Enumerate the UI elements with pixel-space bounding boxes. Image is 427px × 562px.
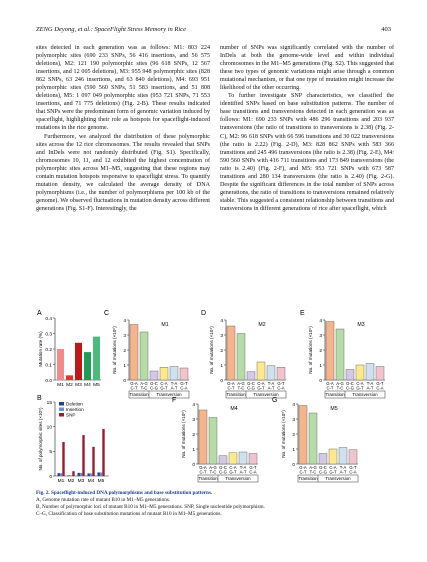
y-tick-label: 4 [220, 318, 223, 324]
x-tick-label: G-T [160, 385, 168, 391]
y-tick-label: 0 [220, 378, 223, 384]
x-tick-label: C-A [160, 381, 168, 386]
y-tick-label: 1 [192, 447, 195, 453]
bar [170, 367, 178, 381]
bar [180, 368, 188, 380]
panel-title: M3 [357, 322, 365, 328]
legend-swatch [59, 402, 64, 406]
bar [267, 366, 275, 380]
y-tick-label: 4 [192, 402, 195, 408]
bar [249, 454, 257, 465]
bar [339, 448, 347, 465]
bar [130, 325, 138, 381]
x-tick-label: C-A [277, 385, 285, 391]
x-tick-label: T-A [170, 381, 178, 386]
x-tick-label: C-A [257, 381, 265, 386]
bar [326, 322, 334, 381]
y-tick-label: 0 [49, 474, 52, 480]
paragraph: number of SNPs was significantly correlated with the number of InDels at both the genome-wide level and within individual chromosomes in the M1–M5 generations (Fig. S2). This suggested that these two types of genomic variations might arise through a common mutational mechanism, or that one type of mutation might increase the likelihood of the other occurring. [220, 45, 394, 92]
group-label: Transversion [352, 392, 378, 397]
x-tick-label: G-T [356, 385, 364, 391]
y-tick-label: 0 [292, 462, 295, 468]
bar [329, 449, 337, 464]
group-label: Transversion [253, 392, 279, 397]
y-tick-label: 3 [220, 333, 223, 339]
y-tick-label: 0.4 [45, 316, 52, 322]
paragraph: To further investigate SNP characteristics, we classified the identified SNPs based on base substitution patterns. The number of base transitions and transversions detected in each generation was as follows: M1: 690 233 SNPs with 486 296 transitions and 203 937 transversions (the ratio of transitions to transversions is 2.38) (Fig. 2-C), M2: 96 618 SNPs with 66 596 transitions and 30 022 transversions (the ratio is 2.22) (Fig. 2-D), M3: 828 862 SNPs with 583 366 transitions and 245 496 transversions (the ratio is 2.38) (Fig. 2-E), M4: 590 560 SNPs with 416 711 transitions and 173 849 transversions (the ratio is 2.40) (Fig. 2-F), and M5: 953 721 SNPs with 673 587 transitions and 280 134 transversions (the ratio is 2.40) (Fig. 2-G). Despite the significant differences in the total number of SNPs across generations, the ratio of transitions to transversions remained relatively stable. This suggested a consistent relationship between transitions and transversions in different generations of rice after spaceflight, which [220, 93, 394, 212]
bar [199, 410, 207, 464]
x-tick-label: T-A [267, 381, 275, 386]
group-label: Transversion [325, 476, 351, 481]
bar [160, 367, 168, 380]
x-tick-label: G-C [319, 465, 327, 470]
y-tick-label: 1 [123, 363, 126, 369]
panel-title: M2 [258, 322, 266, 328]
bar [98, 472, 100, 476]
x-tick-label: G-C [150, 381, 158, 386]
bar [58, 473, 60, 476]
x-tick-label: C-G [319, 469, 327, 475]
bar [102, 429, 104, 476]
x-tick-label: C-A [249, 469, 257, 475]
y-tick-label: 5 [49, 450, 52, 456]
x-tick-label: M3 [75, 383, 82, 388]
x-tick-label: M5 [97, 479, 105, 484]
x-tick-label: C-G [247, 385, 255, 391]
x-tick-label: A-T [339, 469, 347, 475]
x-tick-label: G-C [346, 381, 354, 386]
bar [75, 343, 82, 380]
y-axis-label: No. of mutations (×10⁵) [281, 410, 286, 458]
x-tick-label: G-A [130, 381, 138, 386]
x-tick-label: C-A [229, 465, 237, 470]
group-label: Transversion [156, 392, 182, 397]
bar [319, 454, 327, 465]
x-tick-label: C-T [199, 469, 207, 475]
x-tick-label: C-A [180, 385, 188, 391]
x-tick-label: C-A [356, 381, 364, 386]
x-tick-label: G-A [227, 381, 235, 386]
y-tick-label: 4 [292, 402, 295, 408]
x-tick-label: G-T [257, 385, 265, 391]
x-tick-label: C-G [219, 469, 227, 475]
x-tick-label: T-A [339, 465, 347, 470]
legend-swatch [59, 413, 64, 417]
x-tick-label: C-A [376, 385, 384, 391]
y-tick-label: 3 [192, 417, 195, 423]
caption-line: C–G, Classification of base substitution mutations of mutant B10 in M1–M5 generations. [36, 511, 222, 517]
x-tick-label: A-T [267, 385, 275, 391]
legend-label: SNP [66, 412, 76, 418]
bar [247, 372, 255, 380]
y-axis-label: Mutation rate (%) [38, 331, 43, 367]
bar [90, 473, 92, 476]
bar [309, 413, 317, 464]
paragraph: Furthermore, we analyzed the distribution of these polymorphic sites across the 12 rice chromosomes. The results revealed that SNPs and InDels were not randomly distributed (Fig. S1). Specifically, chromosomes 10, 11, and 12 exhibited the highest concentration of polymorphic sites across M1–M5, suggesting that these regions may contain mutation hotspots responsive to spaceflight stress. To quantify mutation density, we calculated the average density of DNA polymorphisms (i.e., the number of polymorphisms per 100 kb of the genome). We observed fluctuations in mutation density across different generations (Fig. S1-F). Interestingly, the [36, 133, 210, 212]
x-tick-label: C-A [349, 469, 357, 475]
y-tick-label: 1 [319, 363, 322, 369]
y-tick-label: 0 [192, 462, 195, 468]
panel-label: E [300, 310, 305, 317]
bar [376, 367, 384, 381]
y-tick-label: 3 [123, 333, 126, 339]
x-tick-label: A-G [336, 381, 344, 386]
x-tick-label: G-T [329, 469, 337, 475]
bar [68, 475, 70, 476]
y-tick-label: 2 [220, 348, 223, 354]
group-label: Transversion [225, 476, 251, 481]
bar [82, 435, 84, 476]
y-axis-label: No. of mutations (×10⁵) [181, 410, 186, 458]
panel-label: A [37, 310, 42, 317]
bar [72, 471, 74, 476]
y-axis-label: No. of mutations (×10⁵) [308, 326, 313, 374]
bar [257, 362, 265, 380]
paragraph: sites detected in each generation was as follows: M1: 803 224 polymorphic sites (690 233 SNPs, 56 416 insertions, and 56 575 deletions), M2: 121 190 polymorphic sites (96 618 SNPs, 12 567 insertions, and 12 005 deletions), M3: 955 948 polymorphic sites (828 862 SNPs, 63 246 insertions, and 63 840 deletions), M4: 693 951 polymorphic sites (590 560 SNPs, 51 583 insertions, and 51 808 deletions), M5: 1 097 049 polymorphic sites (953 721 SNPs, 71 553 insertions, and 71 775 deletions) (Fig. 2-B). These results indicated that SNPs were the predominant form of genomic variation induced by spaceflight, highlighting their role as hotspots for spaceflight-induced mutations in the rice genome. [36, 45, 210, 132]
y-tick-label: 2 [192, 432, 195, 438]
bar [93, 337, 100, 380]
group-label: Transition [298, 476, 318, 481]
bar [227, 326, 235, 380]
bar [140, 332, 148, 380]
y-tick-label: 2 [292, 432, 295, 438]
bar [349, 450, 357, 464]
bar [277, 367, 285, 380]
x-tick-label: T-A [239, 465, 247, 470]
x-tick-label: M2 [66, 383, 73, 388]
bar [80, 473, 82, 476]
x-tick-label: G-T [376, 381, 384, 386]
bar [229, 453, 237, 464]
legend-label: Deletion [66, 401, 83, 407]
y-tick-label: 1 [220, 363, 223, 369]
x-tick-label: A-G [209, 465, 217, 470]
group-label: Transition [198, 476, 218, 481]
x-tick-label: M4 [87, 479, 95, 484]
x-tick-label: M3 [77, 479, 85, 484]
x-tick-label: G-T [349, 465, 357, 470]
x-tick-label: A-G [237, 381, 245, 386]
panel-title: M1 [161, 322, 169, 328]
running-header: ZENG Deyong, et al.: SpaceFlight Stress Memory in Rice [36, 26, 186, 33]
caption-line: A, Genome mutation rate of mutant B10 in M1–M5 generations. [36, 497, 171, 503]
y-tick-label: 0.1 [45, 363, 52, 369]
y-axis-label: No. of polymorphic sites (×10⁵) [38, 407, 43, 471]
x-tick-label: G-A [326, 381, 334, 386]
page-number: 403 [381, 26, 391, 33]
x-tick-label: T-C [209, 469, 217, 475]
bar [366, 364, 374, 381]
panel-label: G [272, 397, 278, 404]
x-tick-label: T-C [237, 385, 245, 391]
x-tick-label: G-T [249, 465, 257, 470]
bar [299, 406, 307, 465]
y-tick-label: 15 [46, 400, 52, 406]
bar [78, 473, 80, 476]
y-tick-label: 10 [46, 425, 52, 431]
bar [336, 329, 344, 380]
bar [209, 418, 217, 465]
bar [57, 349, 64, 380]
x-tick-label: M5 [93, 383, 100, 388]
x-tick-label: C-T [130, 385, 138, 391]
bar [346, 370, 354, 381]
y-tick-label: 0.0 [45, 378, 52, 384]
x-tick-label: M4 [84, 383, 91, 388]
y-axis-label: No. of mutations (×10⁵) [112, 326, 117, 374]
y-tick-label: 2 [123, 348, 126, 354]
y-axis-label: No. of mutations (×10⁴) [209, 326, 214, 374]
x-tick-label: T-C [336, 385, 344, 391]
y-tick-label: 4 [123, 318, 126, 324]
y-tick-label: 2 [319, 348, 322, 354]
caption-title: Fig. 2. Spaceflight-induced DNA polymorphisms and base substitution patterns. [36, 490, 213, 496]
x-tick-label: C-T [326, 385, 334, 391]
bar [88, 473, 90, 476]
bar [239, 452, 247, 464]
figure-caption [36, 490, 396, 518]
y-tick-label: 0.3 [45, 332, 52, 338]
x-tick-label: G-A [299, 465, 307, 470]
bar [84, 352, 91, 380]
x-tick-label: G-C [219, 465, 227, 470]
legend-swatch [59, 408, 64, 412]
x-tick-label: M1 [57, 479, 65, 484]
bar [66, 375, 73, 380]
x-tick-label: G-C [247, 381, 255, 386]
x-tick-label: M2 [67, 479, 75, 484]
x-tick-label: A-T [170, 385, 178, 391]
bar [237, 334, 245, 381]
bar [62, 442, 64, 476]
bar [219, 456, 227, 464]
x-tick-label: A-G [140, 381, 148, 386]
x-tick-label: T-C [309, 469, 317, 475]
y-tick-label: 0.2 [45, 347, 52, 353]
panel-label: B [37, 395, 42, 402]
panel-label: C [104, 310, 110, 317]
x-tick-label: T-C [140, 385, 148, 391]
y-tick-label: 1 [292, 447, 295, 453]
group-label: Transition [226, 392, 246, 397]
panel-title: M5 [330, 406, 338, 412]
caption-line: B, Number of polymorphic loci of mutant B10 in M1–M5 generations. SNP, Single nucleotide polymorphism. [36, 504, 265, 510]
legend-label: Insertion [66, 406, 84, 412]
panel-title: M4 [230, 406, 238, 412]
y-tick-label: 3 [319, 333, 322, 339]
bar [150, 371, 158, 380]
x-tick-label: G-T [229, 469, 237, 475]
bar [356, 365, 364, 380]
x-tick-label: C-G [346, 385, 354, 391]
x-tick-label: G-A [199, 465, 207, 470]
x-tick-label: M1 [57, 383, 64, 388]
group-label: Transition [325, 392, 345, 397]
y-tick-label: 3 [292, 417, 295, 423]
group-label: Transition [129, 392, 149, 397]
x-tick-label: G-T [180, 381, 188, 386]
bar [92, 447, 94, 476]
y-tick-label: 4 [319, 318, 322, 324]
x-tick-label: C-G [150, 385, 158, 391]
x-tick-label: A-T [366, 385, 374, 391]
y-tick-label: 0 [319, 378, 322, 384]
bar [100, 472, 102, 476]
panel-label: D [201, 310, 207, 317]
x-tick-label: C-T [299, 469, 307, 475]
x-tick-label: A-G [309, 465, 317, 470]
panel-label: F [172, 397, 177, 404]
x-tick-label: C-T [227, 385, 235, 391]
bar [70, 475, 72, 476]
x-tick-label: T-A [366, 381, 374, 386]
bar [60, 473, 62, 476]
x-tick-label: A-T [239, 469, 247, 475]
y-tick-label: 0 [123, 378, 126, 384]
x-tick-label: G-T [277, 381, 285, 386]
x-tick-label: C-A [329, 465, 337, 470]
